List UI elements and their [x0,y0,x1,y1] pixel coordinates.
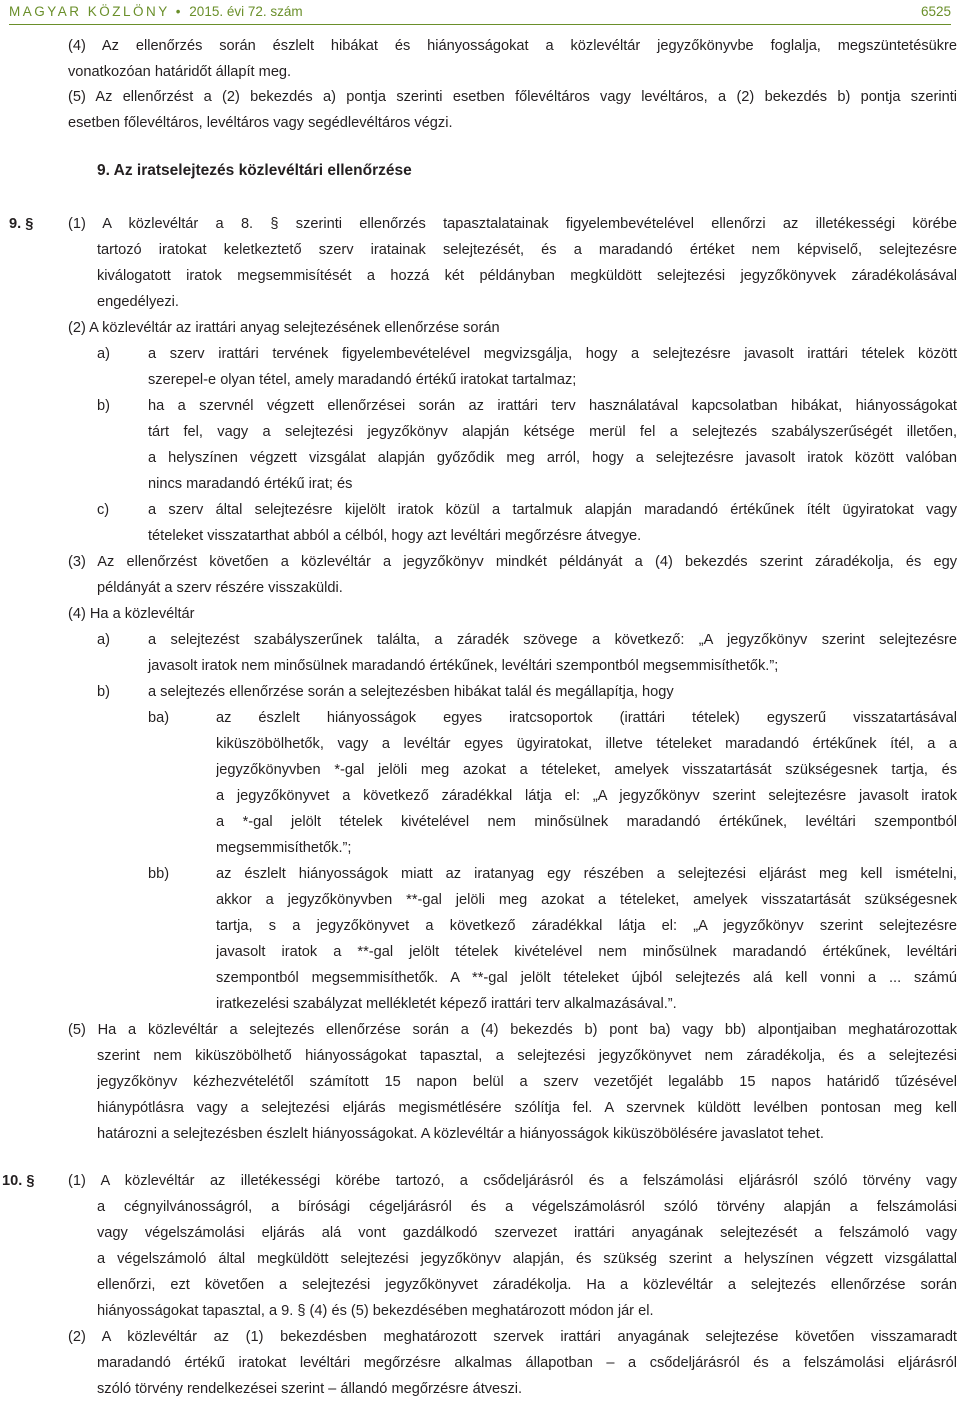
text-line: (2) A közlevéltár az (1) bekezdésben meghatározott szervek irattári anyagának selejtezése követően visszamaradt [68,1329,957,1345]
text-line: tartozó iratokat keletkeztető szerv iratainak selejtezését, és a maradandó értéket nem képviselő, selejtezésre [97,242,957,258]
text-line: engedélyezi. [97,294,179,310]
text-line: (1) A közlevéltár a 8. § szerinti ellenőrzés tapasztalatainak figyelembevételével ellenőrzi az illetékességi körébe [68,216,957,232]
text-line: szerint nem kiküszöbölhető hiányosságokat tapasztal, a selejtezési jegyzőkönyvet nem záradékolja, és a selejtezési [97,1048,957,1064]
text-line: a szerv irattári tervének figyelembevételével megvizsgálja, hogy a selejtezésre javasolt irattári tételek között [148,346,957,362]
page-number: 6525 [920,4,951,19]
text-line: javasolt iratok a **-gal jelölt tételek kivételével nem minősülnek maradandó értékűnek, levéltári [216,944,957,960]
text-line: az észlelt hiányosságok egyes iratcsoportok (irattári tételek) egyszerű visszatartásával [216,710,957,726]
text-line: a selejtezést szabályszerűnek találta, a záradék szövege a következő: „A jegyzőkönyv szerint selejtezésre [148,632,957,648]
text-line: a selejtezés ellenőrzése során a selejtezésben hibákat talál és megállapítja, hogy [148,684,674,700]
text-line: akkor a jegyzőkönyvben **-gal jelöli meg azokat a tételeket, amelyek visszatartását szükségesnek [216,892,957,908]
page-header [9,2,951,22]
text-line: (4) Ha a közlevéltár [68,606,195,622]
issue-label: 2015. évi 72. szám [189,4,303,19]
text-line: javasolt iratok nem minősülnek maradandó értékűnek, levéltári szempontból megsemmisíthetők.”; [148,658,779,674]
text-line: 9. Az iratselejtezés közlevéltári ellenőrzése [97,162,412,179]
text-line: szempontból megsemmisíthetők. A **-gal jelölt tételeket újból selejtezés alá kell vonni a ... számú [216,970,957,986]
text-line: kiválogatott iratok megsemmisítését a hozzá két példányban megküldött selejtezési jegyzőkönyvek záradékolásával [97,268,957,284]
text-line: (4) Az ellenőrzés során észlelt hibákat és hiányosságokat a közlevéltár jegyzőkönyvbe foglalja, megszüntetésükre [68,38,957,54]
journal-title: MAGYAR KÖZLÖNY [9,4,170,19]
text-line: jegyzőkönyvben *-gal jelöli meg azokat a tételeket, amelyek visszatartását szükségesnek tartja, és [216,762,957,778]
text-line: a) [97,346,110,362]
header-divider [9,24,951,25]
text-line: (1) A közlevéltár az illetékességi körébe tartozó, a csődeljárásról és a felszámolási eljárásról szóló törvény vagy [68,1173,957,1189]
text-line: a) [97,632,110,648]
text-line: 9. § [9,216,34,232]
text-line: esetben főlevéltáros, levéltáros vagy segédlevéltáros végzi. [68,115,453,131]
text-line: a *-gal jelölt tételek kivételével nem minősülnek maradandó értékűnek, levéltári szempontból [216,814,957,830]
text-line: szóló törvény rendelkezései szerint – állandó megőrzésre átveszi. [97,1381,523,1397]
text-line: példányát a szerv részére visszaküldi. [97,580,343,596]
text-line: a jegyzőkönyvet a következő záradékkal látja el: „A jegyzőkönyv szerint selejtezésre javasolt iratok [216,788,957,804]
text-line: hiánypótlásra vagy a selejtezési eljárás megismétlésére szólítja fel. A szervnek küldött levélben pontosan meg kell [97,1100,957,1116]
text-line: (3) Az ellenőrzést követően a közlevéltár a jegyzőkönyv mindkét példányát a (4) bekezdés szerint záradékolja, és egy [68,554,957,570]
text-line: b) [97,684,110,700]
text-line: (2) A közlevéltár az irattári anyag selejtezésének ellenőrzése során [68,320,500,336]
text-line: vonatkozóan határidőt állapít meg. [68,64,292,80]
text-line: tárt fel, vagy a selejtezési jegyzőkönyv alapján kétsége merül fel a selejtezés szabályszerűségét illetően, [148,424,957,440]
text-line: a cégnyilvánosságról, a bírósági cégeljárásról és a végelszámolásról szóló törvény alapján a felszámolási [97,1199,957,1215]
text-line: maradandó értékű iratokat levéltári megőrzésre alkalmas állapotban – a csődeljárásról és a felszámolási eljárásról [97,1355,957,1371]
text-line: ba) [148,710,170,726]
header-bullet: • [175,4,184,19]
text-line: megsemmisíthetők.”; [216,840,352,856]
text-line: (5) Az ellenőrzést a (2) bekezdés a) pontja szerinti esetben főlevéltáros vagy levéltáros, a (2) bekezdés b) pontja szerinti [68,89,957,105]
text-line: tartja, s a jegyzőkönyvet a következő záradékkal látja el: „A jegyzőkönyv szerint selejtezésre [216,918,957,934]
text-line: 10. § [2,1173,35,1189]
text-line: (5) Ha a közlevéltár a selejtezés ellenőrzése során a (4) bekezdés b) pont ba) vagy bb) alpontjaiban meghatározottak [68,1022,957,1038]
text-line: bb) [148,866,170,882]
text-line: ha a szervnél végzett ellenőrzései során az irattári terv használatával kapcsolatban hibákat, hiányosságokat [148,398,957,414]
text-line: vagy végelszámolási eljárás alá vont gazdálkodó szervezet irattári anyagának selejtezését a felszámoló vagy [97,1225,957,1241]
text-line: ellenőrzi, ezt követően a selejtezési jegyzőkönyvet záradékolja. Ha a közlevéltár a selejtezés ellenőrzése során [97,1277,957,1293]
text-line: nincs maradandó értékű irat; és [148,476,353,492]
text-line: kiküszöbölhetők, vagy a levéltár egyes ügyiratokat, illetve tételeket maradandó értékűnek ítél, a a [216,736,957,752]
text-line: tételeket visszatarthat abból a célból, hogy azt levéltári megőrzésre átvegye. [148,528,642,544]
text-line: szerepel-e olyan tétel, amely maradandó értékű iratokat tartalmaz; [148,372,577,388]
text-line: az észlelt hiányosságok miatt az iratanyag egy részében a selejtezési eljárást meg kell ismételni, [216,866,957,882]
text-line: a szerv által selejtezésre kijelölt iratok közül a tartalmuk alapján maradandó értékűnek ítélt ügyiratokat vagy [148,502,957,518]
text-line: iratkezelési szabályzat mellékletét képező irattári terv alkalmazásával.”. [216,996,677,1012]
text-line: a helyszínen végzett vizsgálat alapján győződik meg arról, hogy a selejtezésre javasolt iratok között valóban [148,450,957,466]
text-line: b) [97,398,110,414]
text-line: jegyzőkönyv kézhezvételétől számított 15 napon belül a szerv vezetőjét legalább 15 napos határidő tűzésével [97,1074,957,1090]
text-line: hiányosságokat tapasztal, a 9. § (4) és (5) bekezdésében meghatározott módon jár el. [97,1303,654,1319]
text-line: a végelszámoló által megküldött selejtezési jegyzőkönyv alapján, és szükség szerint a helyszínen végzett vizsgálattal [97,1251,957,1267]
text-line: határozni a selejtezésben észlelt hiányosságokat. A közlevéltár a hiányosságok kiküszöbölésére javaslatot tehet. [97,1126,824,1142]
text-line: c) [97,502,110,518]
